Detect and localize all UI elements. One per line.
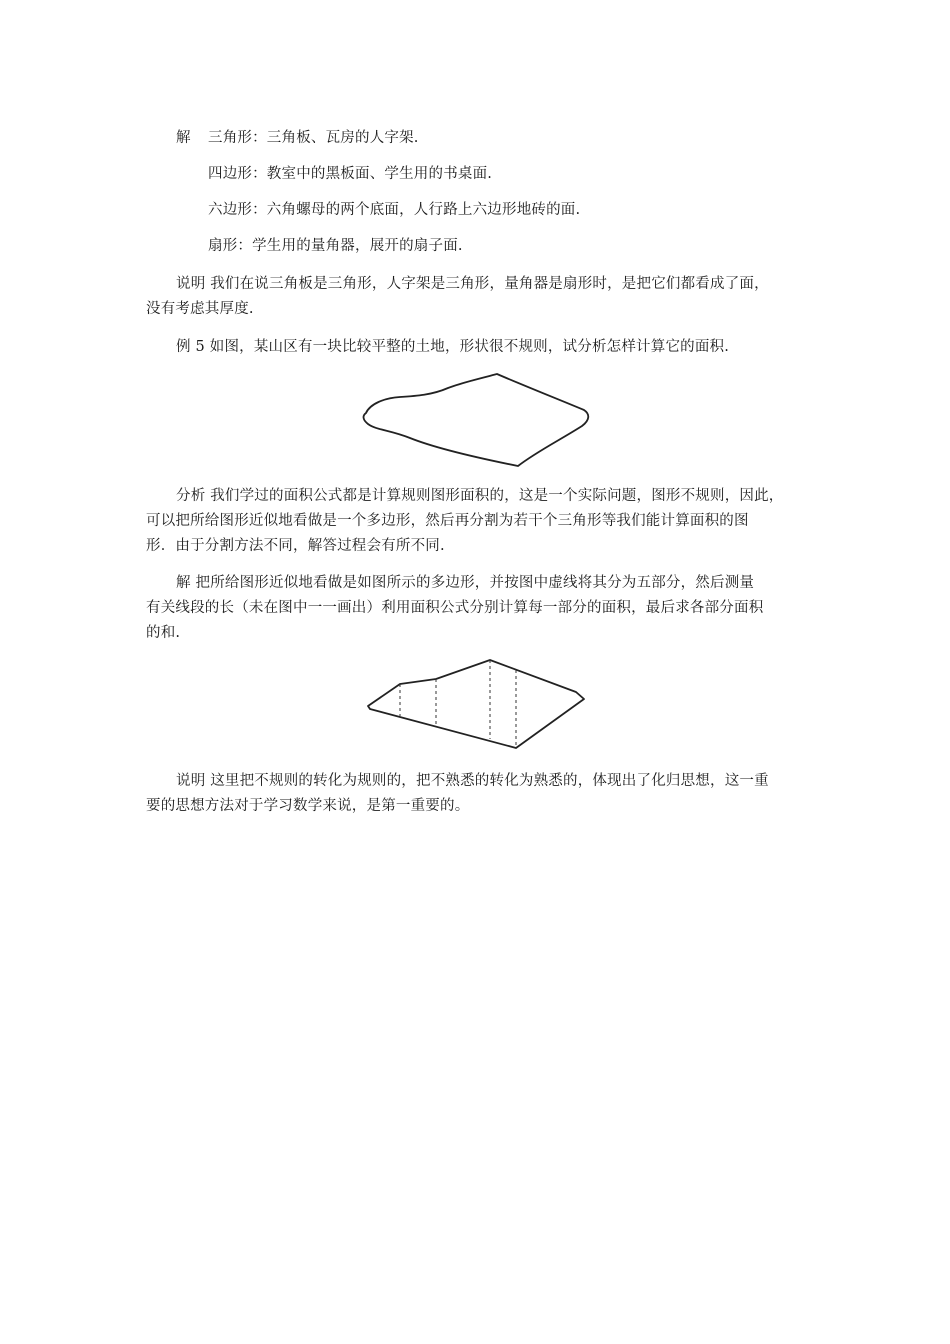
irregular-land-figure: [358, 366, 598, 476]
answer-item-triangle: 三角形：三角板、瓦房的人字架.: [208, 130, 419, 146]
analysis-line-1: 分析 我们学过的面积公式都是计算规则图形面积的，这是一个实际问题，图形不规则，因此，: [176, 488, 784, 504]
land-outline: [364, 374, 589, 466]
solution-line-1: 解 把所给图形近似地看做是如图所示的多边形，并按图中虚线将其分为五部分，然后测量: [176, 575, 755, 591]
note1-line-1: 说明 我们在说三角板是三角形，人字架是三角形，量角器是扇形时，是把它们都看成了面，: [176, 276, 769, 292]
answer-item-hexagon: 六边形：六角螺母的两个底面，人行路上六边形地砖的面.: [208, 202, 581, 218]
note1-line-2: 没有考虑其厚度.: [146, 301, 254, 317]
analysis-line-3: 形．由于分割方法不同，解答过程会有所不同.: [146, 538, 445, 554]
example-5-statement: 例 5 如图，某山区有一块比较平整的土地，形状很不规则，试分析怎样计算它的面积.: [176, 339, 730, 355]
answer-item-sector: 扇形：学生用的量角器，展开的扇子面.: [208, 238, 463, 254]
note2-line-2: 要的思想方法对于学习数学来说，是第一重要的。: [146, 798, 470, 814]
answer-label: 解: [176, 130, 191, 146]
analysis-line-2: 可以把所给图形近似地看做是一个多边形，然后再分割为若干个三角形等我们能计算面积的图: [146, 513, 749, 529]
note2-line-1: 说明 这里把不规则的转化为规则的，把不熟悉的转化为熟悉的，体现出了化归思想，这一重: [176, 773, 769, 789]
answer-item-quadrilateral: 四边形：教室中的黑板面、学生用的书桌面.: [208, 166, 493, 182]
polygon-division-figure: [362, 652, 592, 752]
solution-line-3: 的和.: [146, 625, 181, 641]
solution-line-2: 有关线段的长（未在图中一一画出）利用面积公式分别计算每一部分的面积，最后求各部分面积: [146, 600, 764, 616]
